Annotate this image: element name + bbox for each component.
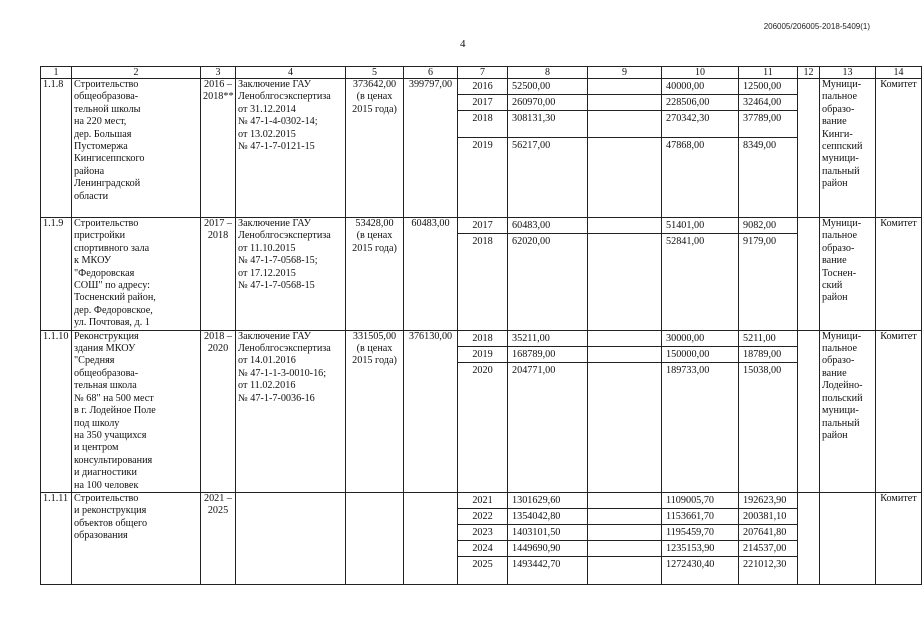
col9-cell <box>588 330 662 492</box>
amount-value: 270342,30 <box>662 111 738 138</box>
executor: Комитет <box>876 330 922 492</box>
project-name: Реконструкция здания МКОУ "Средняя общеобразова- тельная школа № 68" на 500 мест в г. Лодейное Поле под школу на 350 учащихся и центром консультирования и диагностики на 100 человек <box>72 330 201 492</box>
total-cell <box>508 218 588 331</box>
col11-cell <box>739 492 798 584</box>
amount-value: 150000,00 <box>662 347 738 363</box>
project-period: 2018 – 2020 <box>201 330 236 492</box>
amount-value: 60483,00 <box>508 218 587 234</box>
col12-cell <box>798 79 820 218</box>
total-cost: 376130,00 <box>404 330 458 492</box>
row-number: 1.1.11 <box>41 492 72 584</box>
col-header: 1 <box>41 67 72 79</box>
amount-value: 9082,00 <box>739 218 797 234</box>
amount-value: 30000,00 <box>662 331 738 347</box>
amount-value: 1109005,70 <box>662 493 738 509</box>
amount-value: 8349,00 <box>743 140 777 151</box>
estimated-cost: 373642,00 (в ценах 2015 года) <box>346 79 404 218</box>
col12-cell <box>798 218 820 331</box>
total-cell <box>508 330 588 492</box>
amount-value: 200381,10 <box>739 509 797 525</box>
amount-value <box>588 79 661 95</box>
year-value: 2018 <box>472 236 493 247</box>
year-value: 2023 <box>458 525 507 541</box>
amount-value: 32464,00 <box>739 95 797 111</box>
estimated-cost: 53428,00 (в ценах 2015 года) <box>346 218 404 331</box>
table-row <box>41 79 922 218</box>
estimated-cost <box>346 492 404 584</box>
amount-value: 168789,00 <box>508 347 587 363</box>
col-header: 12 <box>798 67 820 79</box>
amount-value: 52500,00 <box>508 79 587 95</box>
amount-value: 15038,00 <box>743 364 782 376</box>
col-header: 11 <box>739 67 798 79</box>
amount-value: 1354042,80 <box>508 509 587 525</box>
expertise-conclusion: Заключение ГАУ Леноблгосэкспертиза от 14.01.2016 № 47-1-1-3-0010-16; от 11.02.2016 № 47-1-7-0036-16 <box>236 330 346 492</box>
amount-value: 221012,30 <box>743 558 787 570</box>
row-number: 1.1.8 <box>41 79 72 218</box>
amount-value <box>588 234 661 249</box>
years-cell <box>458 79 508 218</box>
table-row <box>41 330 922 492</box>
amount-value: 1235153,90 <box>662 541 738 557</box>
col9-cell <box>588 218 662 331</box>
col11-cell <box>739 79 798 218</box>
col10-cell <box>662 330 739 492</box>
years-cell <box>458 330 508 492</box>
amount-value <box>588 509 661 525</box>
expertise-conclusion: Заключение ГАУ Леноблгосэкспертиза от 11.10.2015 № 47-1-7-0568-15; от 17.12.2015 № 47-1-7-0568-15 <box>236 218 346 331</box>
amount-value: 207641,80 <box>739 525 797 541</box>
amount-value: 1449690,90 <box>508 541 587 557</box>
col10-cell <box>662 492 739 584</box>
col-header: 3 <box>201 67 236 79</box>
col-header: 10 <box>662 67 739 79</box>
amount-value: 1301629,60 <box>508 493 587 509</box>
amount-value: 12500,00 <box>739 79 797 95</box>
col9-cell <box>588 79 662 218</box>
amount-value: 37789,00 <box>739 111 797 138</box>
col-header: 7 <box>458 67 508 79</box>
year-value: 2018 <box>458 331 507 347</box>
row-number: 1.1.10 <box>41 330 72 492</box>
col11-cell <box>739 218 798 331</box>
amount-value: 47868,00 <box>666 140 705 151</box>
project-name: Строительство общеобразова- тельной школы на 220 мест, дер. Большая Пустомержа Кингисеппского района Ленинградской области <box>72 79 201 218</box>
col-header: 9 <box>588 67 662 79</box>
amount-value <box>588 541 661 557</box>
project-period: 2017 – 2018 <box>201 218 236 331</box>
years-cell <box>458 218 508 331</box>
estimated-cost: 331505,00 (в ценах 2015 года) <box>346 330 404 492</box>
amount-value <box>588 331 661 347</box>
amount-value: 56217,00 <box>512 140 551 151</box>
amount-value: 192623,90 <box>739 493 797 509</box>
amount-value: 9179,00 <box>743 236 777 247</box>
year-value: 2019 <box>458 347 507 363</box>
amount-value: 1403101,50 <box>508 525 587 541</box>
amount-value: 1195459,70 <box>662 525 738 541</box>
amount-value <box>588 363 661 378</box>
col-header: 13 <box>820 67 876 79</box>
col12-cell <box>798 330 820 492</box>
amount-value: 1153661,70 <box>662 509 738 525</box>
year-value: 2017 <box>458 95 507 111</box>
row-number: 1.1.9 <box>41 218 72 331</box>
year-value: 2021 <box>458 493 507 509</box>
project-name: Строительство и реконструкция объектов общего образования <box>72 492 201 584</box>
amount-value <box>588 218 661 234</box>
col-header: 4 <box>236 67 346 79</box>
years-cell <box>458 492 508 584</box>
amount-value: 52841,00 <box>666 236 705 247</box>
amount-value <box>588 493 661 509</box>
project-period: 2016 – 2018** <box>201 79 236 218</box>
amount-value: 189733,00 <box>666 364 710 376</box>
total-cost <box>404 492 458 584</box>
amount-value: 204771,00 <box>512 364 556 376</box>
col10-cell <box>662 79 739 218</box>
year-value: 2022 <box>458 509 507 525</box>
col10-cell <box>662 218 739 331</box>
customer-municipality <box>820 492 876 584</box>
col9-cell <box>588 492 662 584</box>
expertise-conclusion: Заключение ГАУ Леноблгосэкспертиза от 31.12.2014 № 47-1-4-0302-14; от 13.02.2015 № 47-1-7-0121-15 <box>236 79 346 218</box>
executor: Комитет <box>876 79 922 218</box>
amount-value: 51401,00 <box>662 218 738 234</box>
amount-value: 35211,00 <box>508 331 587 347</box>
col-header: 8 <box>508 67 588 79</box>
header-row <box>41 67 922 79</box>
amount-value: 1272430,40 <box>666 558 715 570</box>
document-id: 206005/206005-2018-5409(1) <box>763 22 870 31</box>
col-header: 14 <box>876 67 922 79</box>
amount-value <box>588 138 661 153</box>
executor: Комитет <box>876 492 922 584</box>
page-number: 4 <box>460 38 466 50</box>
amount-value: 18789,00 <box>739 347 797 363</box>
col-header: 6 <box>404 67 458 79</box>
expertise-conclusion <box>236 492 346 584</box>
col-header: 2 <box>72 67 201 79</box>
executor: Комитет <box>876 218 922 331</box>
year-value: 2020 <box>472 364 493 376</box>
amount-value: 40000,00 <box>662 79 738 95</box>
amount-value: 308131,30 <box>508 111 587 138</box>
amount-value <box>588 95 661 111</box>
amount-value: 260970,00 <box>508 95 587 111</box>
year-value: 2017 <box>458 218 507 234</box>
year-value: 2025 <box>472 558 493 570</box>
year-value: 2019 <box>472 140 493 151</box>
total-cost: 399797,00 <box>404 79 458 218</box>
table-row <box>41 218 922 331</box>
customer-municipality: Муници- пальное образо- вание Кинги- сеппский муници- пальный район <box>820 79 876 218</box>
amount-value: 62020,00 <box>512 236 551 247</box>
amount-value <box>588 347 661 363</box>
projects-table <box>40 66 922 585</box>
table-row <box>41 492 922 584</box>
amount-value: 1493442,70 <box>512 558 561 570</box>
year-value: 2024 <box>458 541 507 557</box>
col11-cell <box>739 330 798 492</box>
customer-municipality: Муници- пальное образо- вание Тоснен- ский район <box>820 218 876 331</box>
customer-municipality: Муници- пальное образо- вание Лодейно- польский муници- пальный район <box>820 330 876 492</box>
total-cost: 60483,00 <box>404 218 458 331</box>
project-period: 2021 – 2025 <box>201 492 236 584</box>
col12-cell <box>798 492 820 584</box>
col-header: 5 <box>346 67 404 79</box>
amount-value: 214537,00 <box>739 541 797 557</box>
total-cell <box>508 492 588 584</box>
amount-value <box>588 525 661 541</box>
project-name: Строительство пристройки спортивного зала к МКОУ "Федоровская СОШ" по адресу: Тосненский район, дер. Федоровское, ул. Почтовая, д. 1 <box>72 218 201 331</box>
year-value: 2016 <box>458 79 507 95</box>
year-value: 2018 <box>458 111 507 138</box>
amount-value <box>588 111 661 138</box>
amount-value: 5211,00 <box>739 331 797 347</box>
amount-value: 228506,00 <box>662 95 738 111</box>
amount-value <box>588 557 661 572</box>
total-cell <box>508 79 588 218</box>
